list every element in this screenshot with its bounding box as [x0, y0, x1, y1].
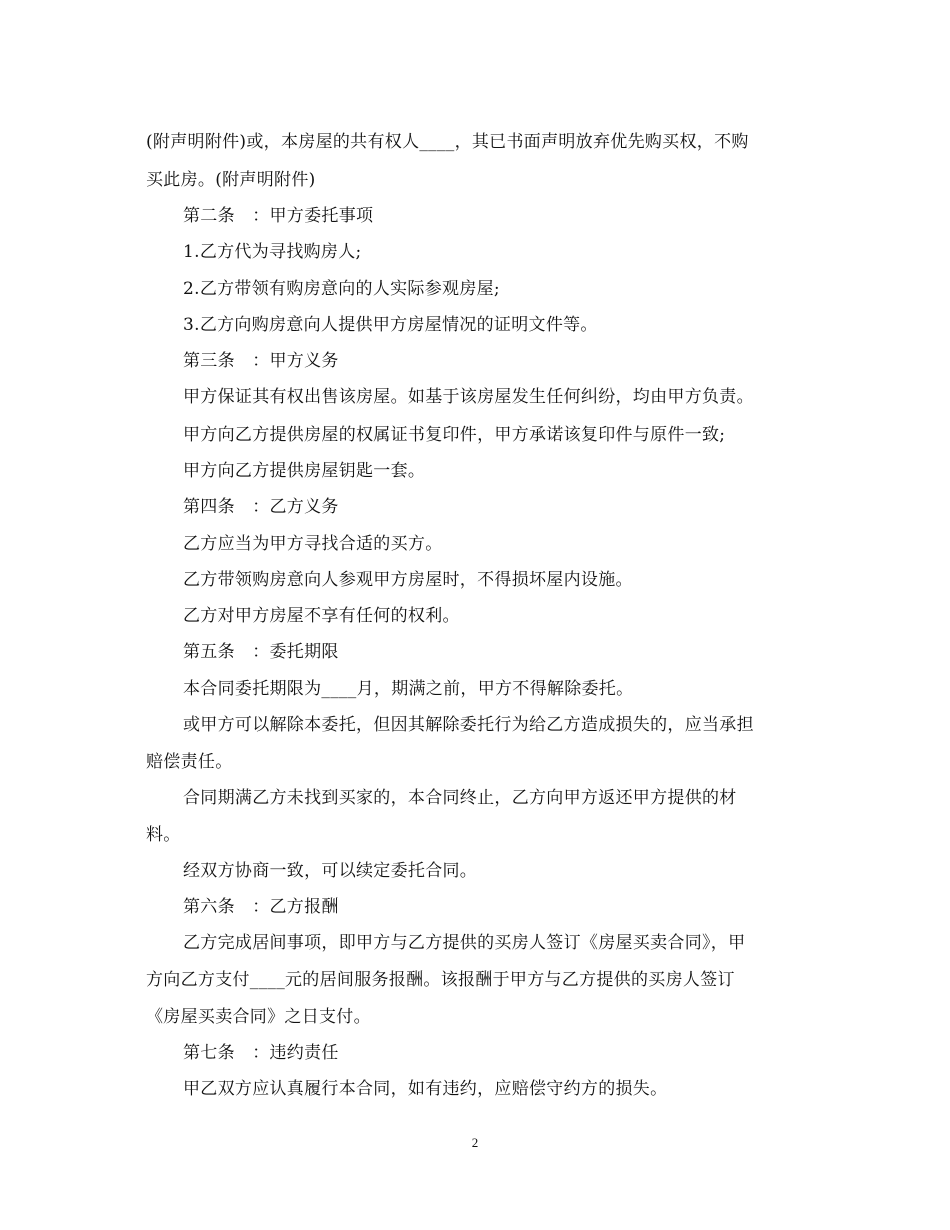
paragraph-line: 料。 — [146, 825, 181, 845]
paragraph-line: 或甲方可以解除本委托，但因其解除委托行为给乙方造成损失的，应当承担 — [183, 715, 754, 735]
paragraph-line: 买此房。(附声明附件) — [146, 170, 316, 190]
paragraph-line: 合同期满乙方未找到买家的，本合同终止，乙方向甲方返还甲方提供的材 — [183, 788, 737, 808]
paragraph-line: 赔偿责任。 — [146, 752, 233, 772]
section-heading: 第四条 ：乙方义务 — [183, 497, 339, 517]
page-number: 2 — [471, 1135, 479, 1150]
paragraph-line: (附声明附件)或，本房屋的共有权人____，其已书面声明放弃优先购买权，不购 — [146, 132, 749, 152]
paragraph-line: 乙方完成居间事项，即甲方与乙方提供的买房人签订《房屋买卖合同》，甲 — [183, 933, 746, 953]
paragraph-line: 甲方保证其有权出售该房屋。如基于该房屋发生任何纠纷，均由甲方负责。 — [183, 387, 754, 407]
section-heading: 第五条 ：委托期限 — [183, 642, 339, 662]
section-heading: 第六条 ：乙方报酬 — [183, 897, 339, 917]
paragraph-line: 乙方对甲方房屋不享有任何的权利。 — [183, 606, 460, 626]
section-heading: 第七条 ：违约责任 — [183, 1043, 339, 1063]
section-heading: 第二条 ：甲方委托事项 — [183, 206, 374, 226]
paragraph-line: 本合同委托期限为____月，期满之前，甲方不得解除委托。 — [183, 679, 634, 699]
paragraph-line: 经双方协商一致，可以续定委托合同。 — [183, 861, 478, 881]
paragraph-line: 方向乙方支付____元的居间服务报酬。该报酬于甲方与乙方提供的买房人签订 — [146, 970, 735, 990]
paragraph-line: 甲乙双方应认真履行本合同，如有违约，应赔偿守约方的损失。 — [183, 1079, 668, 1099]
paragraph-line: 《房屋买卖合同》之日支付。 — [146, 1007, 371, 1027]
list-item: 3.乙方向购房意向人提供甲方房屋情况的证明文件等。 — [183, 315, 598, 335]
list-item: 1.乙方代为寻找购房人; — [183, 242, 362, 262]
paragraph-line: 乙方应当为甲方寻找合适的买方。 — [183, 534, 443, 554]
paragraph-line: 甲方向乙方提供房屋的权属证书复印件，甲方承诺该复印件与原件一致; — [183, 425, 726, 445]
paragraph-line: 甲方向乙方提供房屋钥匙一套。 — [183, 461, 426, 481]
list-item: 2.乙方带领有购房意向的人实际参观房屋; — [183, 279, 500, 299]
paragraph-line: 乙方带领购房意向人参观甲方房屋时，不得损坏屋内设施。 — [183, 570, 633, 590]
section-heading: 第三条 ：甲方义务 — [183, 351, 339, 371]
